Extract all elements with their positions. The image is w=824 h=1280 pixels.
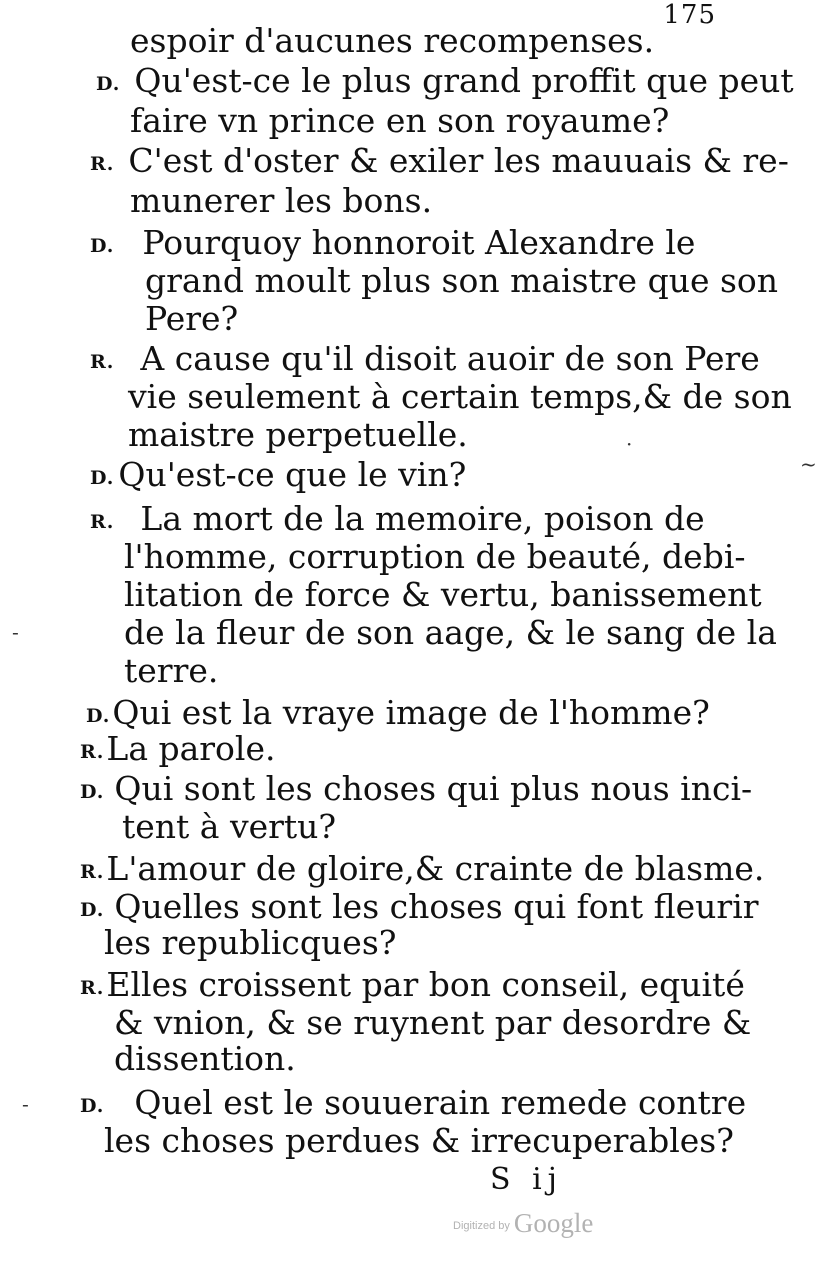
- text-line: R.Elles croissent par bon conseil, equité: [80, 966, 745, 1007]
- text-line: litation de force & vertu, banissement: [124, 575, 762, 614]
- ink-speck: ·: [626, 432, 633, 456]
- text-line: Pere?: [145, 299, 239, 338]
- speaker-marker: R.: [90, 511, 115, 533]
- speaker-marker: D.: [90, 467, 115, 489]
- speaker-marker: R.: [80, 741, 105, 763]
- text-line: les republicques?: [104, 923, 397, 962]
- text-line: espoir d'aucunes recompenses.: [130, 21, 655, 60]
- speaker-marker: R.: [90, 153, 115, 175]
- text-line: l'homme, corruption de beauté, debi-: [124, 537, 746, 576]
- text-line: grand moult plus son maistre que son: [145, 261, 779, 300]
- signature-mark: S ij: [490, 1162, 563, 1197]
- text-line: de la fleur de son aage, & le sang de la: [124, 613, 777, 652]
- text-line: R.La parole.: [80, 730, 276, 771]
- text-line: R. La mort de la memoire, poison de: [90, 500, 705, 541]
- text-line: D.Qui est la vraye image de l'homme?: [86, 694, 710, 735]
- digitized-watermark: [453, 1208, 593, 1239]
- text-line: R. C'est d'oster & exiler les mauuais & re-: [90, 142, 789, 183]
- speaker-marker: D.: [80, 781, 105, 803]
- speaker-marker: R.: [90, 351, 115, 373]
- speaker-marker: D.: [90, 235, 115, 257]
- text-line: & vnion, & se ruynent par desordre &: [114, 1003, 752, 1042]
- text-line: maistre perpetuelle.: [128, 415, 468, 454]
- text-line: D. Qu'est-ce que le vin?: [90, 456, 466, 497]
- watermark-caption: Digitized by: [453, 1220, 510, 1232]
- text-line: faire vn prince en son royaume?: [130, 101, 670, 140]
- speaker-marker: D.: [96, 73, 121, 95]
- ink-speck: -: [12, 620, 19, 644]
- speaker-marker: D.: [80, 1095, 105, 1117]
- text-line: R.L'amour de gloire,& crainte de blasme.: [80, 850, 764, 891]
- text-line: R. A cause qu'il disoit auoir de son Pere: [90, 340, 760, 381]
- page-number: 175: [663, 0, 716, 30]
- speaker-marker: D.: [80, 899, 105, 921]
- text-line: D. Quelles sont les choses qui font fleurir: [80, 888, 759, 929]
- text-line: D. Qu'est-ce le plus grand proffit que peut: [96, 62, 794, 103]
- text-line: D. Pourquoy honnoroit Alexandre le: [90, 224, 695, 265]
- speaker-marker: R.: [80, 977, 105, 999]
- text-line: dissention.: [114, 1039, 296, 1078]
- text-line: tent à vertu?: [122, 807, 337, 846]
- ink-speck: -: [22, 1092, 29, 1116]
- speaker-marker: D.: [86, 705, 111, 727]
- google-logo: Google: [513, 1208, 594, 1238]
- speaker-marker: R.: [80, 861, 105, 883]
- text-line: terre.: [124, 651, 219, 690]
- ink-speck: ~: [800, 452, 817, 476]
- text-line: D. Quel est le souuerain remede contre: [80, 1084, 746, 1125]
- text-line: munerer les bons.: [130, 181, 433, 220]
- text-line: les choses perdues & irrecuperables?: [104, 1121, 734, 1160]
- text-line: D. Qui sont les choses qui plus nous inci-: [80, 770, 752, 811]
- text-line: vie seulement à certain temps,& de son: [128, 377, 792, 416]
